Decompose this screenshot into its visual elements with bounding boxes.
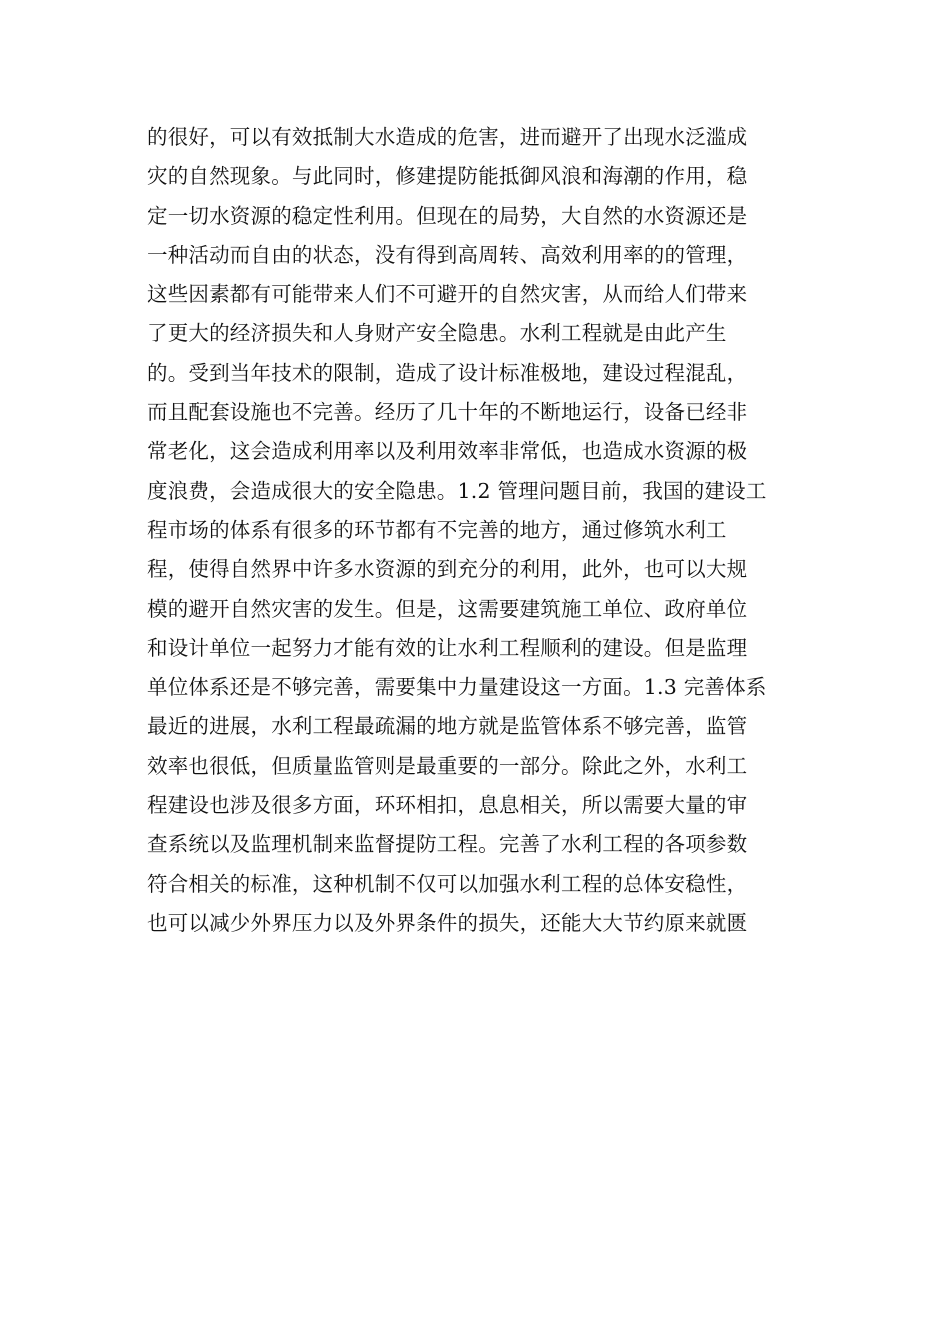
text-line: 常老化，这会造成利用率以及利用效率非常低，也造成水资源的极 <box>147 439 748 464</box>
text-line: 这些因素都有可能带来人们不可避开的自然灾害，从而给人们带来 <box>147 282 748 307</box>
text-line: 定一切水资源的稳定性利用。但现在的局势，大自然的水资源还是 <box>147 203 748 228</box>
text-line: 灾的自然现象。与此同时，修建提防能抵御风浪和海潮的作用，稳 <box>147 164 748 189</box>
text-line: 而且配套设施也不完善。经历了几十年的不断地运行，设备已经非 <box>147 400 748 425</box>
text-line: 程建设也涉及很多方面，环环相扣，息息相关，所以需要大量的审 <box>147 793 748 818</box>
text-line: 一种活动而自由的状态，没有得到高周转、高效利用率的的管理， <box>147 242 748 267</box>
text-line: 也可以减少外界压力以及外界条件的损失，还能大大节约原来就匮 <box>147 910 748 935</box>
text-line: 的很好，可以有效抵制大水造成的危害，进而避开了出现水泛滥成 <box>147 125 748 149</box>
text-line: 最近的进展，水利工程最疏漏的地方就是监管体系不够完善，监管 <box>147 714 748 739</box>
text-line: 程，使得自然界中许多水资源的到充分的利用，此外，也可以大规 <box>147 557 748 582</box>
text-line: 的。受到当年技术的限制，造成了设计标准极地，建设过程混乱， <box>147 360 748 385</box>
text-line: 度浪费，会造成很大的安全隐患。1.2 管理问题目前，我国的建设工 <box>147 478 767 503</box>
body-paragraph <box>147 118 817 943</box>
text-line: 效率也很低，但质量监管则是最重要的一部分。除此之外，水利工 <box>147 753 748 778</box>
text-line: 单位体系还是不够完善，需要集中力量建设这一方面。1.3 完善体系 <box>147 675 767 700</box>
text-line: 模的避开自然灾害的发生。但是，这需要建筑施工单位、政府单位 <box>147 596 748 621</box>
text-line: 查系统以及监理机制来监督提防工程。完善了水利工程的各项参数 <box>147 832 748 857</box>
text-line: 程市场的体系有很多的环节都有不完善的地方，通过修筑水利工 <box>147 517 727 542</box>
text-line: 符合相关的标准，这种机制不仅可以加强水利工程的总体安稳性， <box>147 871 748 896</box>
text-line: 了更大的经济损失和人身财产安全隐患。水利工程就是由此产生 <box>147 321 727 346</box>
text-line: 和设计单位一起努力才能有效的让水利工程顺利的建设。但是监理 <box>147 635 748 660</box>
